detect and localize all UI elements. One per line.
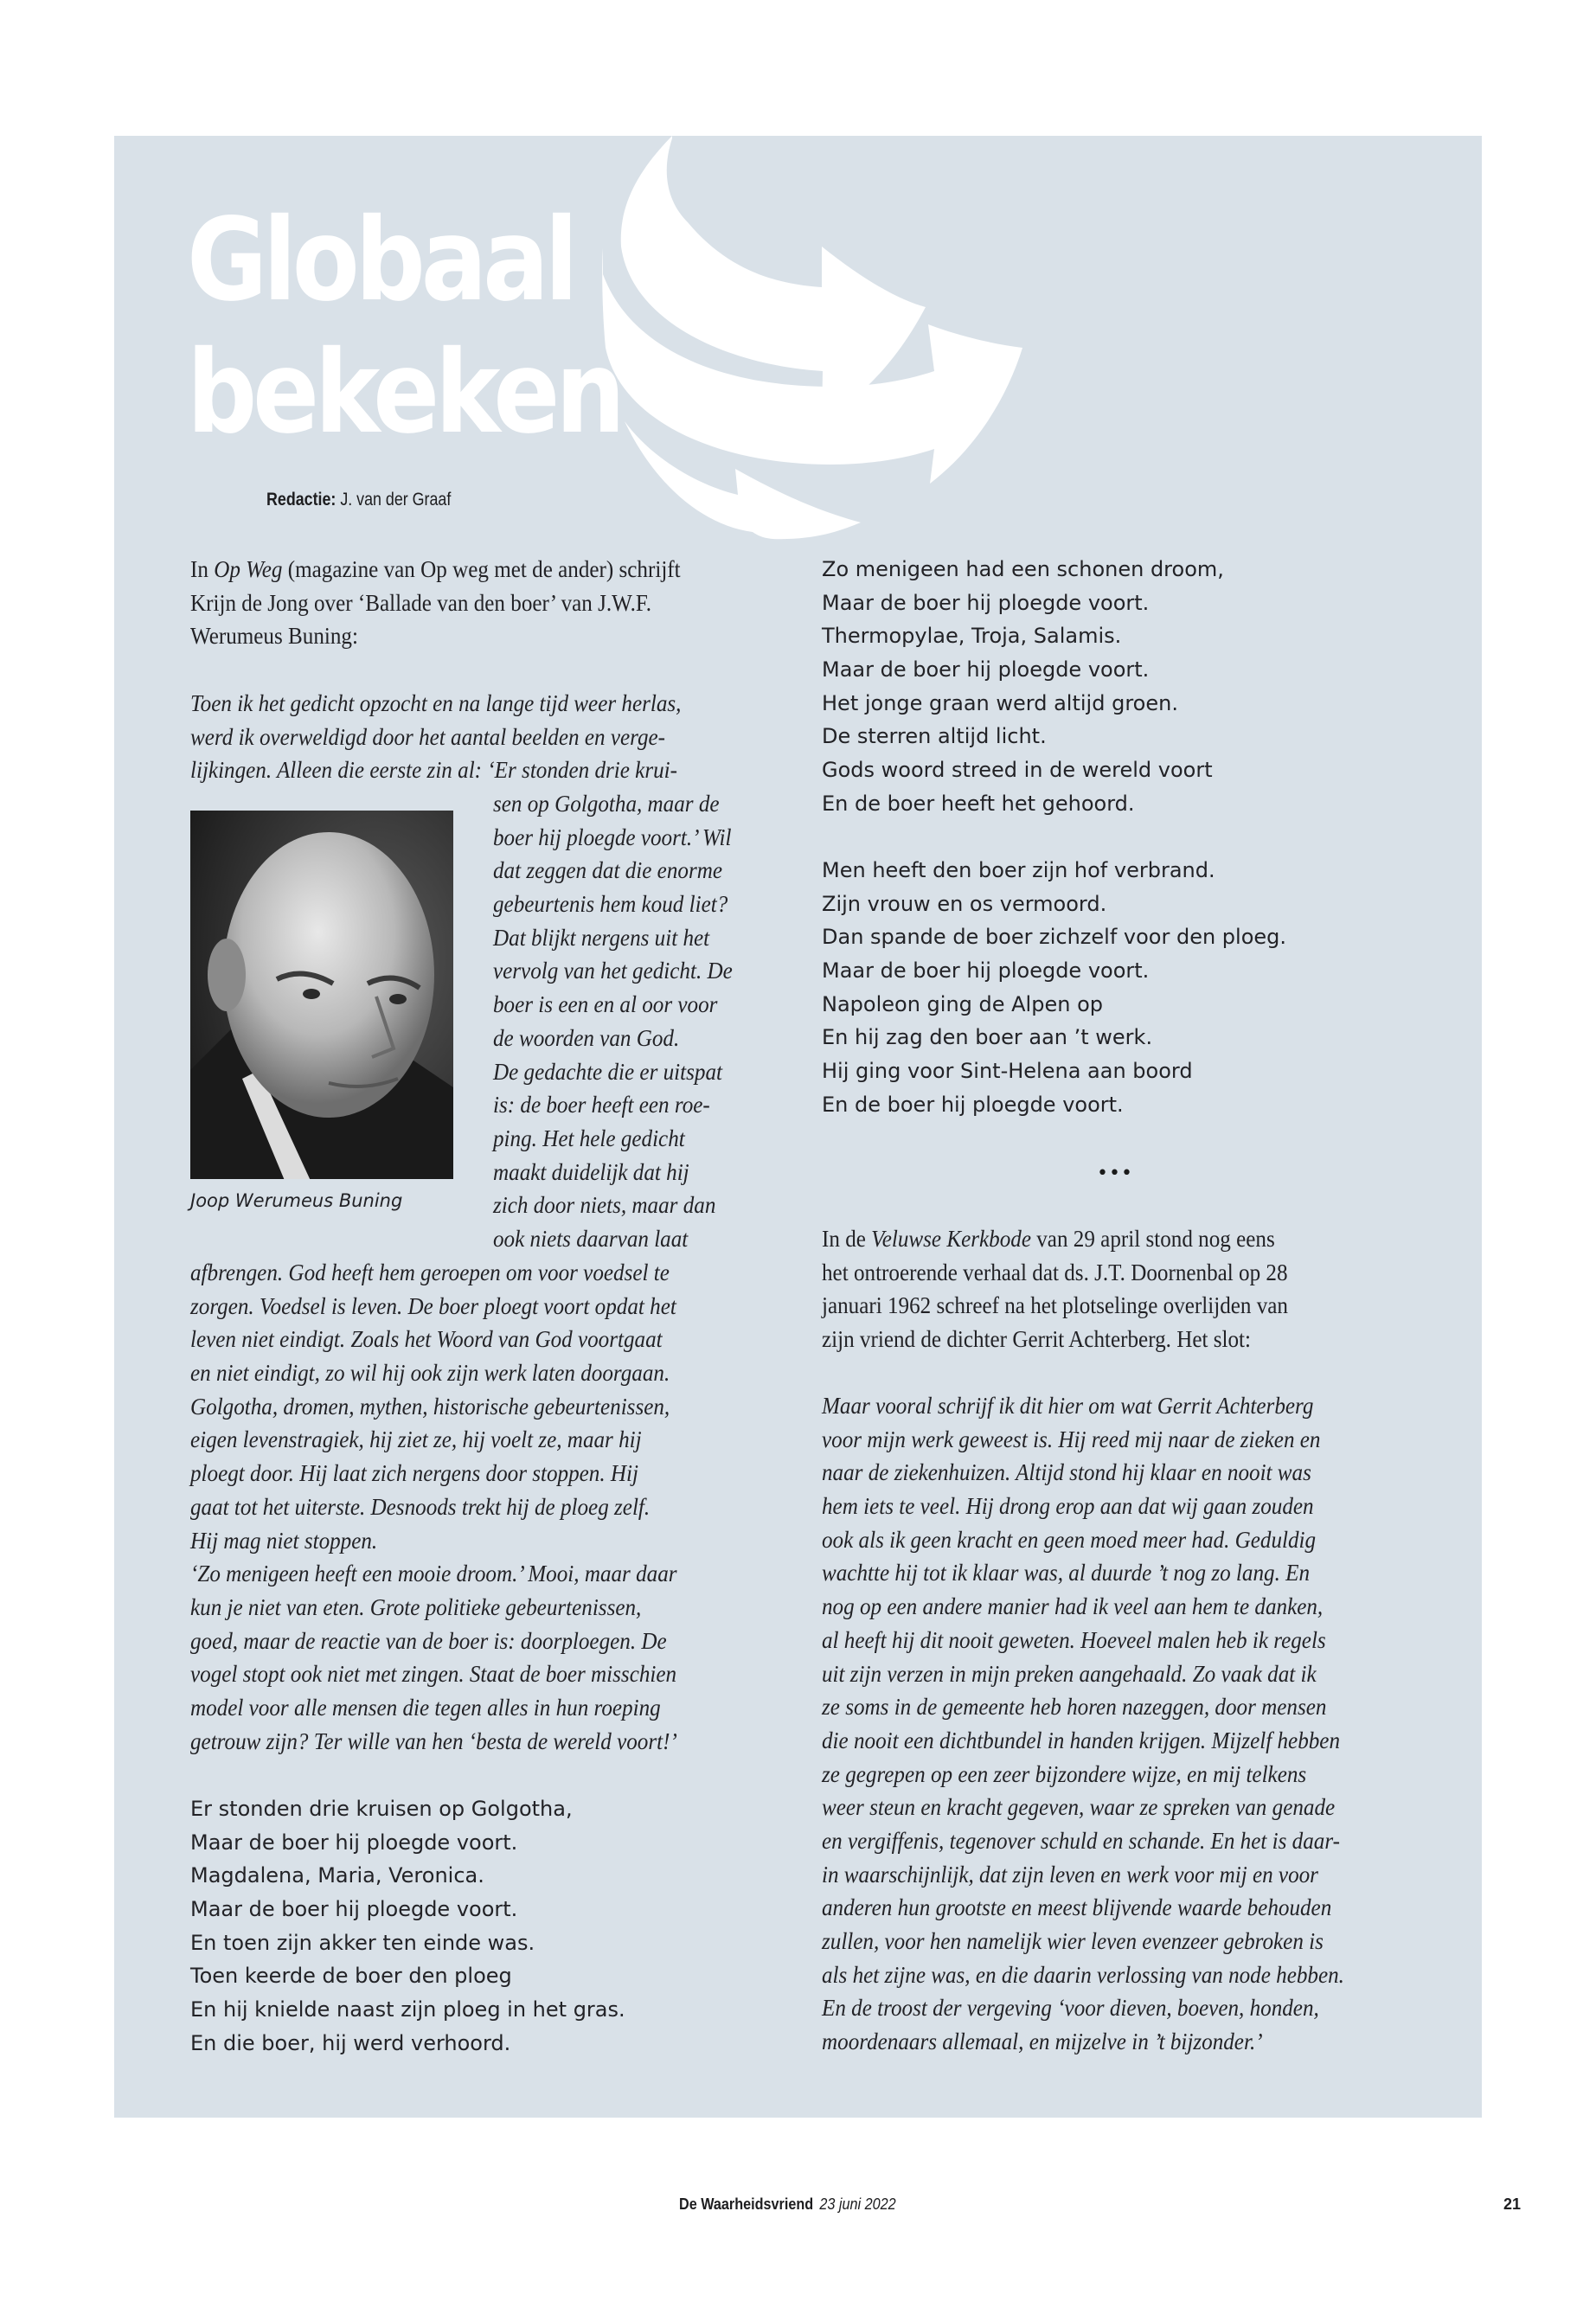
section-title-line2: bekeken: [187, 326, 621, 459]
quote-line: hem iets te veel. Hij drong erop aan dat wij gaan zouden: [822, 1493, 1314, 1520]
quote-line: die nooit een dichtbundel in handen krijgen. Mijzelf hebben: [822, 1727, 1341, 1753]
poem-line: Magdalena, Maria, Veronica.: [190, 1863, 484, 1888]
quote-line: wachtte hij tot ik klaar was, al duurde ’t nog zo lang. En: [822, 1560, 1311, 1586]
quote-line: ping. Het hele gedicht: [493, 1125, 685, 1151]
quote-line: zorgen. Voedsel is leven. De boer ploegt voort opdat het: [190, 1292, 676, 1319]
quote-line: nog op een andere manier had ik veel aan hem te danken,: [822, 1593, 1324, 1620]
poem-line: En hij knielde naast zijn ploeg in het gras.: [190, 1997, 625, 2022]
quote-line: vervolg van het gedicht. De: [493, 958, 733, 984]
quote-line: werd ik overweldigd door het aantal beelden en verge-: [190, 723, 666, 750]
quote-bottom: [190, 1256, 677, 1758]
quote-line: is: de boer heeft een roe-: [493, 1092, 710, 1118]
quote-line: als het zijne was, en die daarin verlossing van node hebben.: [822, 1961, 1344, 1988]
poem-line: Dan spande de boer zichzelf voor den ploeg.: [822, 925, 1287, 950]
quote-line: En de troost der vergeving ‘voor dieven, boeven, honden,: [822, 1995, 1319, 2022]
poem-stanza-3: [822, 854, 1286, 1122]
publication-date: 23 juni 2022: [819, 2195, 896, 2213]
poem-line: Toen keerde de boer den ploeg: [190, 1964, 512, 1989]
quote-top: [190, 687, 681, 787]
poem-line: En de boer hij ploegde voort.: [822, 1092, 1124, 1117]
quote-line: ook als ik geen kracht en geen moed meer had. Geduldig: [822, 1526, 1317, 1553]
quote-line: Maar vooral schrijf ik dit hier om wat Gerrit Achterberg: [822, 1393, 1314, 1419]
quote-line: lijkingen. Alleen die eerste zin al: ‘Er stonden drie krui-: [190, 757, 677, 784]
quote-line: sen op Golgotha, maar de: [493, 791, 720, 817]
quote-line: leven niet eindigt. Zoals het Woord van God voortgaat: [190, 1326, 663, 1353]
photo-caption: Joop Werumeus Buning: [190, 1190, 403, 1211]
quote-line: in waarschijnlijk, dat zijn leven en werk voor mij en voor: [822, 1861, 1318, 1888]
curved-arrows-globe-icon: [571, 136, 1055, 542]
quote-line: zullen, voor hen namelijk wier leven evenzeer gebroken is: [822, 1928, 1324, 1954]
intro-text: In: [190, 556, 215, 582]
para-line: zijn vriend de dichter Gerrit Achterberg. Het slot:: [822, 1326, 1252, 1353]
quote-line: eigen levenstragiek, hij ziet ze, hij voelt ze, maar hij: [190, 1426, 642, 1453]
para-line: januari 1962 schreef na het plotselinge overlijden van: [822, 1292, 1288, 1319]
poem-stanza-2: [822, 553, 1224, 821]
publication-title: Veluwse Kerkbode: [871, 1226, 1031, 1252]
quote-line: Toen ik het gedicht opzocht en na lange tijd weer herlas,: [190, 690, 682, 716]
poem-line: En toen zijn akker ten einde was.: [190, 1930, 535, 1955]
poem-line: Men heeft den boer zijn hof verbrand.: [822, 858, 1215, 882]
poem-line: Maar de boer hij ploegde voort.: [822, 657, 1150, 683]
magazine-title: Op Weg: [214, 556, 283, 582]
intro-line: [190, 553, 681, 586]
poem-line: En hij zag den boer aan ’t werk.: [822, 1025, 1153, 1050]
poem-line: Hij ging voor Sint-Helena aan boord: [822, 1059, 1193, 1084]
poem-stanza-1: [190, 1792, 625, 2061]
portrait-image: [190, 811, 453, 1179]
quote-line: getrouw zijn? Ter wille van hen ‘besta de wereld voort!’: [190, 1727, 677, 1754]
section-separator: •••: [1097, 1163, 1133, 1184]
quote-line: model voor alle mensen die tegen alles in hun roeping: [190, 1694, 661, 1721]
byline: [266, 490, 451, 510]
poem-line: Napoleon ging de Alpen op: [822, 991, 1103, 1016]
quote-line: De gedachte die er uitspat: [493, 1058, 722, 1085]
quote-line: vogel stopt ook niet met zingen. Staat de boer misschien: [190, 1661, 677, 1688]
achterberg-quote: [822, 1389, 1344, 2059]
poem-line: Er stonden drie kruisen op Golgotha,: [190, 1797, 573, 1821]
intro-text: (magazine van Op weg met de ander) schrijft: [282, 556, 681, 582]
footer-publication: [679, 2195, 896, 2214]
para-line: [822, 1222, 1288, 1256]
intro-line: Krijn de Jong over ‘Ballade van den boer’ van J.W.F.: [190, 589, 652, 616]
quote-line: en niet eindigt, zo wil hij ook zijn werk laten doorgaan.: [190, 1360, 670, 1387]
quote-line: en vergiffenis, tegenover schuld en schande. En het is daar-: [822, 1827, 1340, 1854]
poem-line: Maar de boer hij ploegde voort.: [822, 958, 1150, 984]
poem-line: Zo menigeen had een schonen droom,: [822, 557, 1224, 581]
poem-line: Het jonge graan werd altijd groen.: [822, 690, 1178, 715]
portrait-photo: [190, 811, 453, 1179]
para-text: In de: [822, 1226, 872, 1252]
intro-paragraph: [190, 553, 681, 653]
quote-line: Hij mag niet stoppen.: [190, 1527, 378, 1554]
quote-line: gaat tot het uiterste. Desnoods trekt hij de ploeg zelf.: [190, 1493, 651, 1520]
poem-line: Thermopylae, Troja, Salamis.: [822, 624, 1122, 649]
poem-line: Maar de boer hij ploegde voort.: [190, 1897, 518, 1922]
quote-line: weer steun en kracht gegeven, waar ze spreken van genade: [822, 1794, 1336, 1821]
quote-line: zich door niets, maar dan: [493, 1192, 716, 1219]
quote-line: ook niets daarvan laat: [493, 1225, 689, 1252]
quote-line: kun je niet van eten. Grote politieke gebeurtenissen,: [190, 1593, 642, 1620]
para-line: het ontroerende verhaal dat ds. J.T. Doornenbal op 28: [822, 1259, 1288, 1285]
publication-name: De Waarheidsvriend: [679, 2195, 814, 2213]
quote-line: boer is een en al oor voor: [493, 991, 718, 1018]
quote-line: gebeurtenis hem koud liet?: [493, 891, 728, 918]
quote-line: dat zeggen dat die enorme: [493, 857, 722, 884]
quote-line: goed, maar de reactie van de boer is: doorploegen. De: [190, 1627, 667, 1654]
intro-line: Werumeus Buning:: [190, 623, 358, 650]
quote-line: maakt duidelijk dat hij: [493, 1158, 689, 1185]
poem-line: Maar de boer hij ploegde voort.: [190, 1830, 518, 1855]
quote-line: ze gegrepen op een zeer bijzondere wijze, en mij telkens: [822, 1760, 1307, 1787]
poem-line: En de boer heeft het gehoord.: [822, 791, 1135, 816]
poem-line: De sterren altijd licht.: [822, 724, 1047, 749]
para-text: van 29 april stond nog eens: [1030, 1226, 1275, 1252]
poem-line: En die boer, hij werd verhoord.: [190, 2030, 511, 2055]
quote-wrapped: [493, 787, 733, 1256]
poem-line: Maar de boer hij ploegde voort.: [822, 590, 1150, 615]
page-number: 21: [1503, 2195, 1522, 2213]
quote-line: ‘Zo menigeen heeft een mooie droom.’ Mooi, maar daar: [190, 1561, 677, 1587]
quote-line: voor mijn werk geweest is. Hij reed mij naar de zieken en: [822, 1426, 1321, 1452]
quote-line: moordenaars allemaal, en mijzelve in ’t bijzonder.’: [822, 2029, 1263, 2055]
byline-label: Redactie:: [266, 490, 337, 510]
section-title-line1: Globaal: [187, 194, 574, 327]
poem-line: Zijn vrouw en os vermoord.: [822, 891, 1107, 916]
quote-line: ploegt door. Hij laat zich nergens door stoppen. Hij: [190, 1460, 638, 1487]
quote-line: afbrengen. God heeft hem geroepen om voor voedsel te: [190, 1259, 670, 1285]
kerkbode-paragraph: [822, 1222, 1288, 1356]
quote-line: Dat blijkt nergens uit het: [493, 924, 710, 951]
quote-line: naar de ziekenhuizen. Altijd stond hij klaar en nooit was: [822, 1459, 1311, 1486]
quote-line: al heeft hij dit nooit geweten. Hoeveel malen heb ik regels: [822, 1626, 1326, 1653]
quote-line: de woorden van God.: [493, 1024, 680, 1051]
quote-line: uit zijn verzen in mijn preken aangehaald. Zo vaak dat ik: [822, 1660, 1317, 1687]
quote-line: Golgotha, dromen, mythen, historische gebeurtenissen,: [190, 1393, 670, 1420]
quote-line: boer hij ploegde voort.’ Wil: [493, 824, 732, 850]
quote-line: ze soms in de gemeente heb horen nazeggen, door mensen: [822, 1694, 1327, 1721]
byline-name: J. van der Graaf: [340, 490, 452, 510]
poem-line: Gods woord streed in de wereld voort: [822, 758, 1213, 783]
quote-line: anderen hun grootste en meest blijvende waarde behouden: [822, 1894, 1332, 1921]
